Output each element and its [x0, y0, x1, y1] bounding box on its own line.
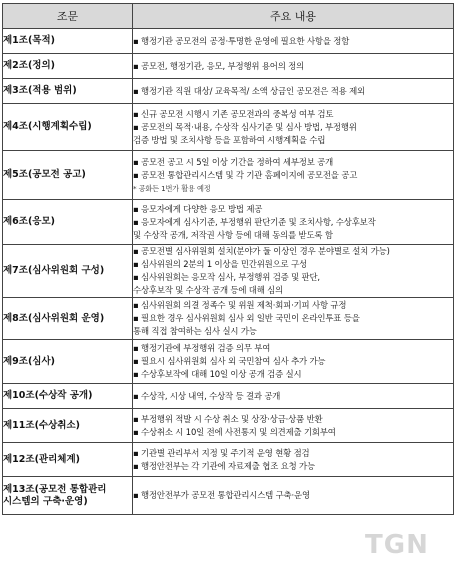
article-title: 제3조(적용 범위): [3, 85, 77, 96]
content-cell: [133, 29, 454, 54]
table-row: [3, 200, 454, 245]
content-cell: [133, 409, 454, 443]
content-item: ▪ 수상취소 시 10일 전에 사전통지 및 의견제출 기회부여: [133, 426, 336, 437]
table-row: [3, 443, 454, 477]
table-header-row: [3, 4, 454, 29]
article-cell: [3, 409, 133, 443]
content-item: ▪ 행정안전부가 공모전 통합관리시스템 구축·운영: [133, 490, 310, 500]
table-body: [3, 29, 454, 515]
content-item: ▪ 심사위원회 의결 정족수 및 위원 제척·회피·기피 사항 규정: [133, 300, 347, 310]
content-item: ▪ 행정안전부는 각 기관에 자료제출 협조 요청 가능: [133, 460, 315, 471]
table-row: [3, 29, 454, 54]
header-content: 주요 내용: [133, 4, 454, 29]
article-cell: [3, 340, 133, 384]
table-row: [3, 54, 454, 79]
article-cell: [3, 245, 133, 298]
articles-table: [2, 3, 454, 515]
content-item: ▪ 공모전 공고 시 5일 이상 기간을 정하여 세부정보 공개: [133, 156, 334, 167]
table-row: [3, 384, 454, 409]
content-item: ▪ 심사위원의 2분의 1 이상을 민간위원으로 구성: [133, 259, 307, 269]
content-item: ▪ 공모전별 심사위원회 설치(분야가 둘 이상인 경우 분야별로 설치 가능): [133, 246, 390, 256]
article-title: 제4조(시행계획수립): [3, 121, 92, 132]
content-cell: [133, 104, 454, 151]
article-cell: [3, 151, 133, 200]
content-cell: [133, 384, 454, 409]
article-title: 제6조(응모): [3, 216, 56, 227]
table-row: [3, 477, 454, 515]
content-cell: [133, 200, 454, 245]
content-item: ▪ 행정기관 직원 대상/ 교육목적/ 소액 상금인 공모전은 적용 제외: [133, 85, 365, 96]
content-item: ▪ 심사위원회는 응모작 심사, 부정행위 검증 및 판단, 수상후보작 및 수상작 공개 등에 대해 심의: [133, 272, 320, 295]
article-title: 제12조(관리체계): [3, 453, 80, 465]
article-title: 제11조(수상취소): [3, 419, 80, 431]
content-item: ▪ 필요시 심사위원회 심사 외 국민참여 심사 추가 가능: [133, 356, 326, 366]
content-item: ▪ 공모전 통합관리시스템 및 각 기관 홈페이지에 공모전을 공고: [133, 169, 358, 180]
article-cell: [3, 384, 133, 409]
article-title: 제9조(심사): [3, 355, 56, 367]
article-cell: [3, 29, 133, 54]
article-cell: [3, 104, 133, 151]
content-item: ▪ 행정기관 공모전의 공정·투명한 운영에 필요한 사항을 정함: [133, 35, 350, 46]
article-title: 제7조(심사위원회 구성): [3, 265, 105, 276]
content-item: ▪ 공모전, 행정기관, 응모, 부정행위 용어의 정의: [133, 60, 305, 71]
article-title: 제5조(공모전 공고): [3, 169, 86, 180]
content-cell: [133, 443, 454, 477]
content-item: ▪ 응모자에게 심사기준, 부정행위 판단기준 및 조치사항, 수상후보작 및 수상작 공개, 저작권 사항 등에 대해 동의를 받도록 함: [133, 216, 376, 240]
table-row: [3, 298, 454, 340]
footnote: * 공화든 1번가 활용 예정: [133, 183, 211, 193]
table-row: [3, 340, 454, 384]
content-item: ▪ 행정기관에 부정행위 검증 의무 부여: [133, 343, 271, 353]
article-title: 제8조(심사위원회 운영): [3, 312, 105, 324]
article-cell: [3, 477, 133, 515]
article-cell: [3, 79, 133, 104]
header-article: 조문: [3, 4, 133, 29]
content-cell: [133, 151, 454, 200]
content-item: ▪ 기관별 관리부서 지정 및 주기적 운영 현황 점검: [133, 447, 310, 458]
content-cell: [133, 477, 454, 515]
content-item: ▪ 필요한 경우 심사위원회 심사 외 일반 국민이 온라인투표 등을 통해 직접 참여하는 심사 실시 가능: [133, 313, 360, 336]
content-item: ▪ 부정행위 적발 시 수상 취소 및 상장·상금·상품 반환: [133, 413, 323, 424]
article-title: 제13조(공모전 통합관리 시스템의 구축·운영): [3, 483, 107, 507]
table-row: [3, 151, 454, 200]
table-row: [3, 104, 454, 151]
content-item: ▪ 신규 공모전 시행시 기존 공모전과의 중복성 여부 검토: [133, 108, 334, 119]
content-cell: [133, 298, 454, 340]
article-title: 제10조(수상작 공개): [3, 390, 93, 401]
content-item: ▪ 수상후보작에 대해 10일 이상 공개 검증 실시: [133, 369, 302, 379]
table-row: [3, 245, 454, 298]
content-item: ▪ 응모자에게 다양한 응모 방법 제공: [133, 203, 263, 214]
table-row: [3, 79, 454, 104]
article-cell: [3, 54, 133, 79]
article-title: 제1조(목적): [3, 35, 56, 46]
article-cell: [3, 443, 133, 477]
article-title: 제2조(정의): [3, 60, 56, 71]
content-item: ▪ 수상작, 시상 내역, 수상작 등 결과 공개: [133, 390, 281, 401]
content-cell: [133, 54, 454, 79]
table-row: [3, 409, 454, 443]
article-cell: [3, 298, 133, 340]
watermark-logo: TGN: [365, 530, 429, 560]
content-cell: [133, 79, 454, 104]
content-cell: [133, 340, 454, 384]
content-cell: [133, 245, 454, 298]
content-item: ▪ 공모전의 목적·내용, 수상작 심사기준 및 심사 방법, 부정행위 검증 방법 및 조치사항 등을 포함하여 시행계획을 수립: [133, 121, 357, 145]
article-cell: [3, 200, 133, 245]
